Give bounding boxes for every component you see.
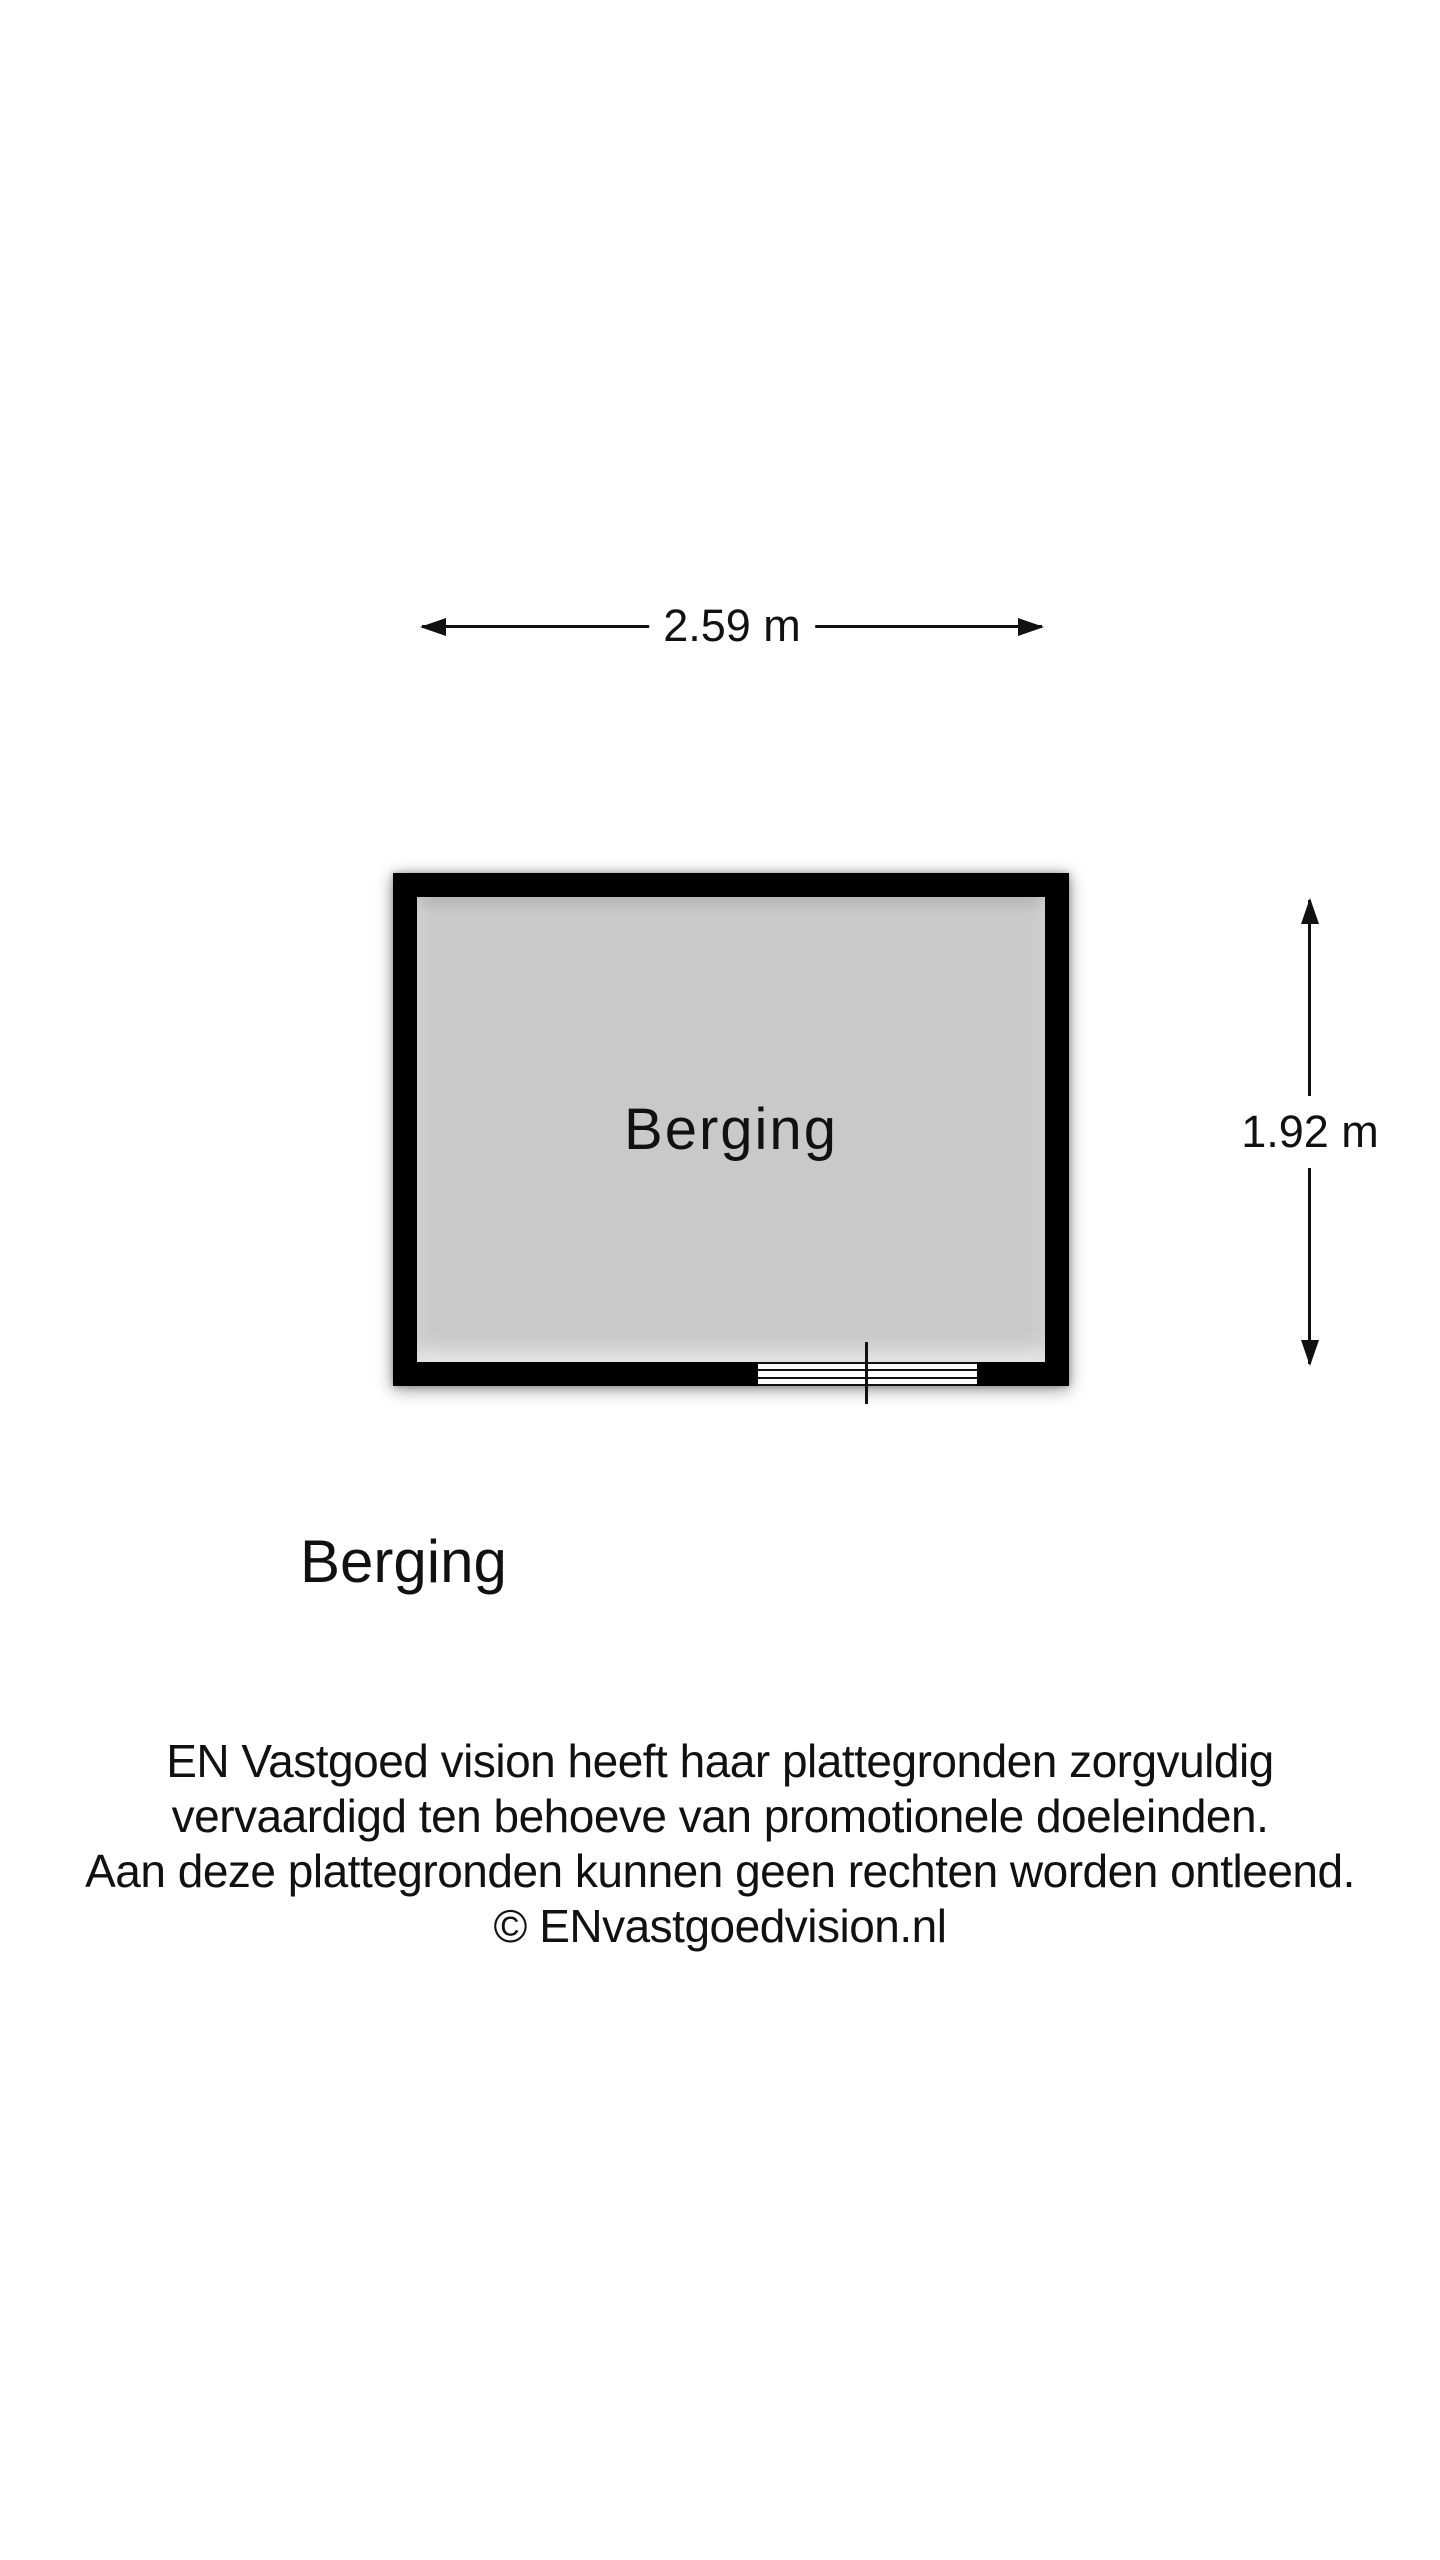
arrow-up-icon (1301, 898, 1319, 924)
disclaimer-line-2: vervaardigd ten behoeve van promotionele doeleinden. (171, 1790, 1269, 1842)
room-label: Berging (624, 1097, 838, 1162)
width-dimension-label: 2.59 m (649, 598, 815, 654)
door-line (865, 1342, 868, 1404)
arrow-down-icon (1301, 1340, 1319, 1366)
disclaimer-line-3: Aan deze plattegronden kunnen geen rechten worden ontleend. (85, 1845, 1355, 1897)
width-dimension (420, 599, 1044, 651)
room-floor (417, 897, 1045, 1362)
arrow-right-icon (1018, 618, 1044, 636)
plan-title: Berging (300, 1528, 507, 1595)
height-dimension-label: 1.92 m (1235, 1096, 1385, 1168)
arrow-left-icon (420, 618, 446, 636)
disclaimer (0, 1734, 1440, 1954)
disclaimer-line-1: EN Vastgoed vision heeft haar plattegronden zorgvuldig (166, 1735, 1274, 1787)
disclaimer-line-4: © ENvastgoedvision.nl (493, 1900, 947, 1952)
room-berging (393, 873, 1069, 1386)
height-dimension (1241, 898, 1379, 1366)
